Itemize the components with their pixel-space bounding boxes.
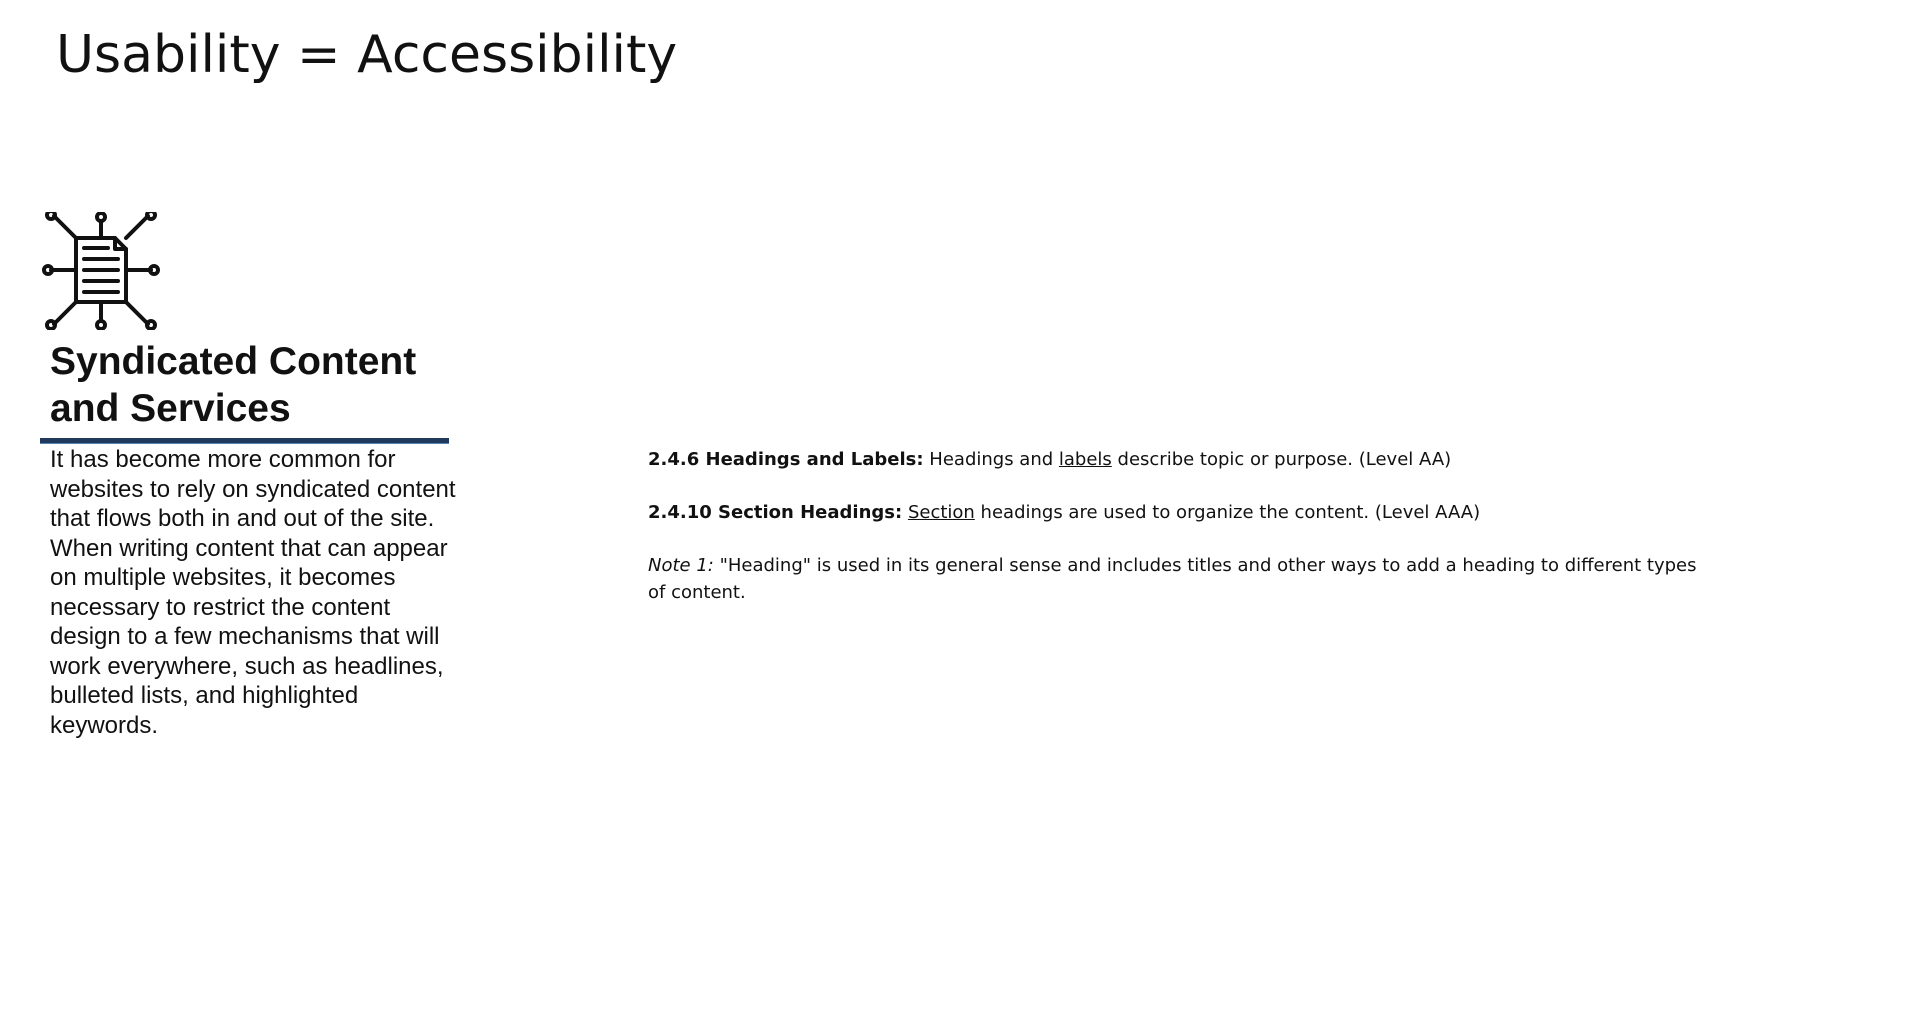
syndicated-document-network-icon — [42, 212, 160, 330]
section-link[interactable]: Section — [907, 502, 975, 523]
criterion-2-4-6 — [648, 446, 1698, 473]
criterion-2-4-10 — [648, 499, 1698, 526]
criterion-label: 2.4.10 Section Headings: — [648, 502, 903, 523]
card-heading: Syndicated Content and Services — [50, 340, 417, 430]
success-criteria — [648, 446, 1698, 606]
criterion-text-after: headings are used to organize the content. (Level AAA) — [974, 502, 1481, 523]
note-1 — [648, 552, 1698, 606]
slide-title: Usability = Accessibility — [56, 25, 678, 85]
criterion-text-after: describe topic or purpose. (Level AA) — [1111, 449, 1452, 470]
syndicated-content-card — [42, 212, 456, 739]
criterion-label: 2.4.6 Headings and Labels: — [648, 449, 924, 470]
note-label: Note 1: — [648, 555, 714, 576]
note-text: "Heading" is used in its general sense and includes titles and other ways to add a heading to different types of content. — [648, 555, 1697, 603]
heading-underline-rule — [40, 438, 449, 444]
criterion-text-before: Headings and — [923, 449, 1059, 470]
labels-link[interactable]: labels — [1058, 449, 1112, 470]
card-body-text: It has become more common for websites to rely on syndicated content that flows both in and out of the site. When writing content that can appear on multiple websites, it becomes necessary to restrict the content design to a few mechanisms that will work everywhere, such as headlines, bulleted lists, and highlighted keywords. — [50, 446, 456, 739]
